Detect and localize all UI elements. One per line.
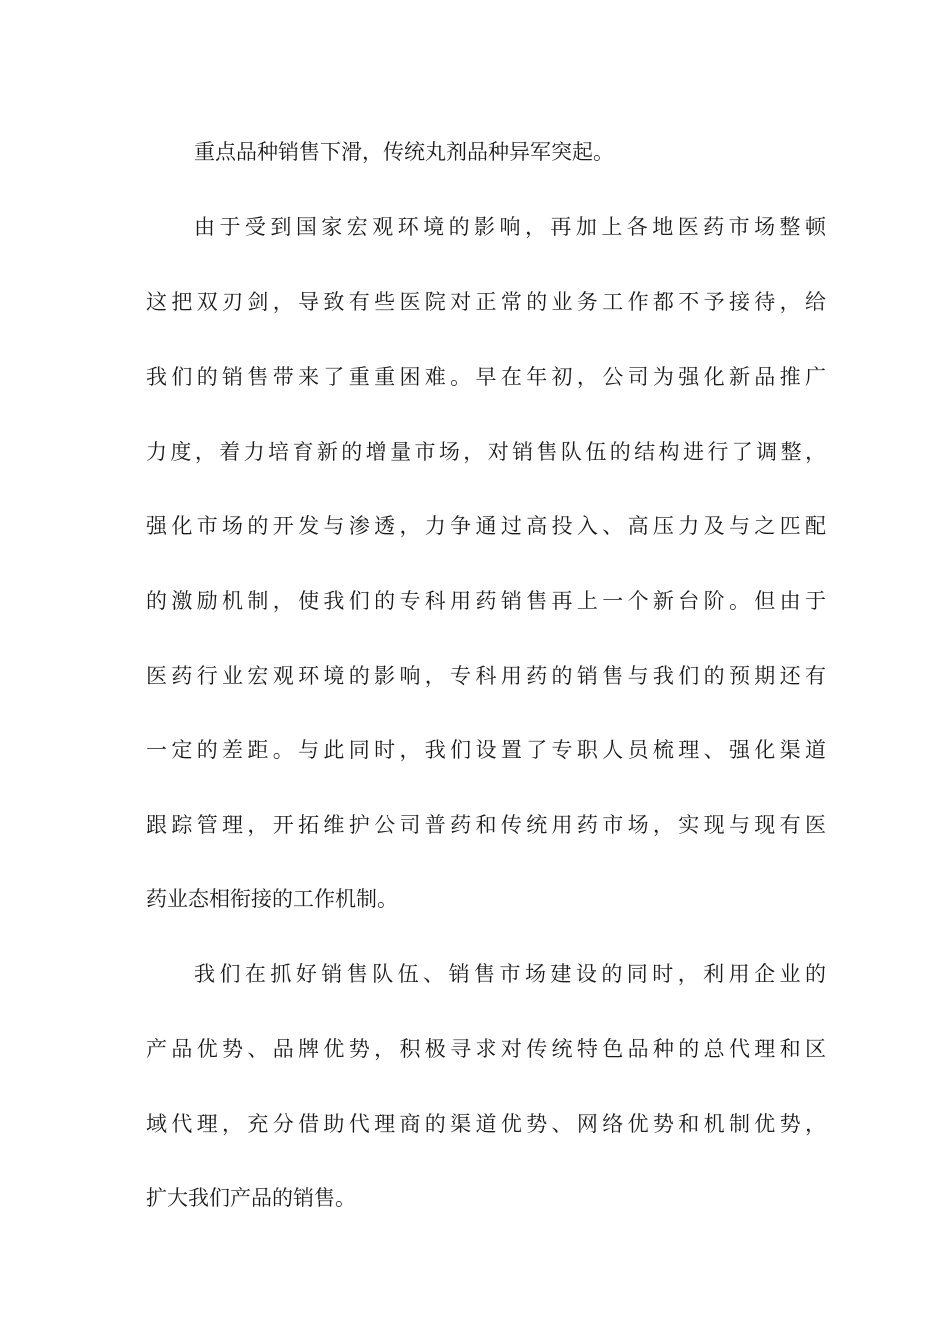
paragraph-2-line-4: 力度，着力培育新的增量市场，对销售队伍的结构进行了调整， bbox=[146, 440, 826, 464]
paragraph-2-line-1: 由于受到国家宏观环境的影响，再加上各地医药市场整顿 bbox=[194, 215, 826, 239]
paragraph-3-line-3: 域代理，充分借助代理商的渠道优势、网络优势和机制优势， bbox=[146, 1112, 826, 1136]
paragraph-2-line-3: 我们的销售带来了重重困难。早在年初，公司为强化新品推广 bbox=[146, 365, 826, 389]
paragraph-3-line-4: 扩大我们产品的销售。 bbox=[146, 1186, 356, 1210]
paragraph-3-line-1: 我们在抓好销售队伍、销售市场建设的同时，利用企业的 bbox=[194, 962, 826, 986]
paragraph-2-line-9: 跟踪管理，开拓维护公司普药和传统用药市场，实现与现有医 bbox=[146, 813, 826, 837]
paragraph-2-line-7: 医药行业宏观环境的影响，专科用药的销售与我们的预期还有 bbox=[146, 664, 826, 688]
paragraph-3-line-2: 产品优势、品牌优势，积极寻求对传统特色品种的总代理和区 bbox=[146, 1037, 826, 1061]
paragraph-2-line-2: 这把双刃剑，导致有些医院对正常的业务工作都不予接待，给 bbox=[146, 290, 826, 314]
paragraph-1-line-1: 重点品种销售下滑，传统丸剂品种异军突起。 bbox=[194, 140, 614, 164]
paragraph-2-line-10: 药业态相衔接的工作机制。 bbox=[146, 887, 398, 911]
paragraph-2-line-6: 的激励机制，使我们的专科用药销售再上一个新台阶。但由于 bbox=[146, 589, 826, 613]
paragraph-2-line-8: 一定的差距。与此同时，我们设置了专职人员梳理、强化渠道 bbox=[146, 738, 826, 762]
paragraph-2-line-5: 强化市场的开发与渗透，力争通过高投入、高压力及与之匹配 bbox=[146, 514, 826, 538]
